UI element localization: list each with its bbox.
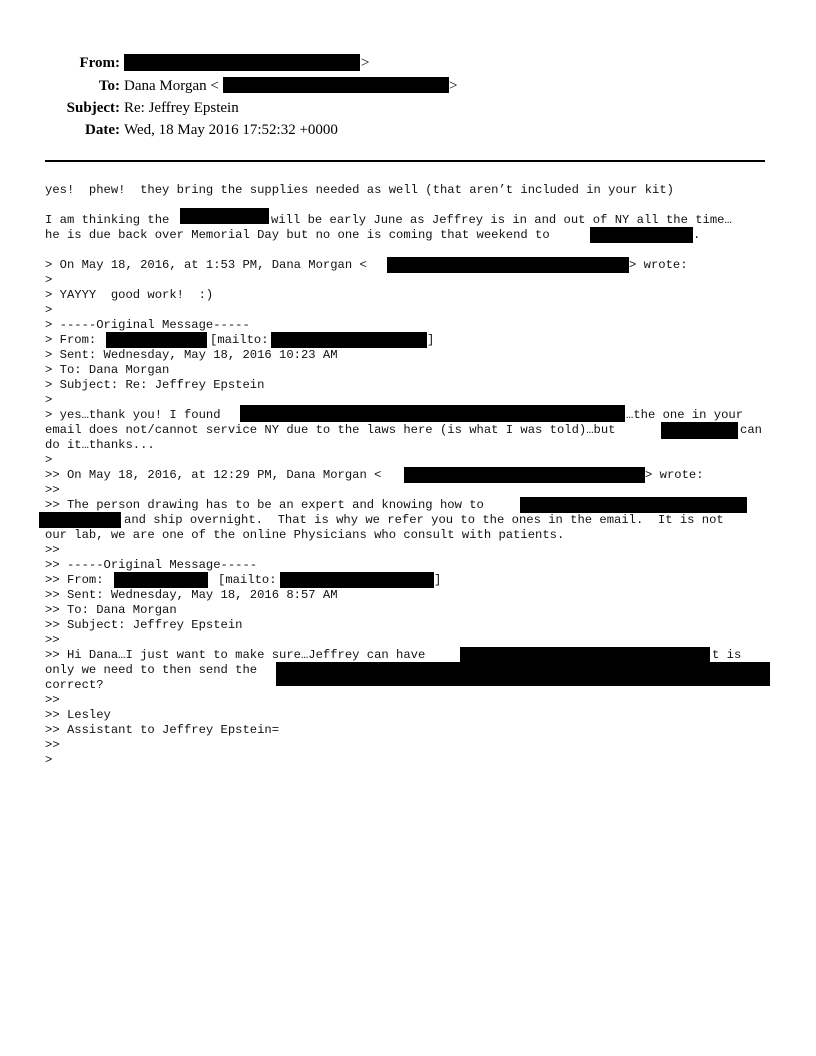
body-line: only we need to then send the	[45, 663, 258, 677]
body-line: >> To: Dana Morgan	[45, 603, 177, 617]
body-line: >	[45, 273, 53, 287]
body-line: >>	[45, 693, 60, 707]
body-line: >> The person drawing has to be an expert and knowing how to	[45, 498, 484, 512]
body-line: t is	[712, 648, 742, 662]
redaction-to-address	[223, 77, 449, 93]
redaction-block	[180, 208, 269, 224]
body-line: >	[45, 393, 53, 407]
subject-value: Re: Jeffrey Epstein	[124, 100, 239, 116]
body-line: > From:	[45, 333, 104, 347]
subject-label: Subject:	[66, 100, 120, 116]
body-line: will be early June as Jeffrey is in and out of NY all the time…	[271, 213, 732, 227]
body-line: and ship overnight. That is why we refer you to the ones in the email. It is not	[124, 513, 724, 527]
redaction-block	[240, 405, 625, 422]
body-line: > -----Original Message-----	[45, 318, 250, 332]
body-line: > To: Dana Morgan	[45, 363, 170, 377]
redaction-block	[39, 512, 121, 528]
redaction-block	[590, 227, 693, 243]
body-line: > wrote:	[645, 468, 704, 482]
body-line: >	[45, 453, 53, 467]
to-value: Dana Morgan <	[124, 78, 219, 94]
body-line: he is due back over Memorial Day but no one is coming that weekend to	[45, 228, 557, 242]
redaction-block	[387, 257, 629, 273]
date-label: Date:	[85, 122, 120, 138]
redaction-block	[520, 497, 747, 513]
body-line: > yes…thank you! I found	[45, 408, 228, 422]
body-line: >> On May 18, 2016, at 12:29 PM, Dana Morgan <	[45, 468, 382, 482]
redaction-block	[460, 647, 710, 663]
from-label: From:	[79, 55, 120, 71]
body-line: >> -----Original Message-----	[45, 558, 258, 572]
from-suffix: >	[361, 55, 370, 71]
body-line: >	[45, 753, 53, 767]
body-line: > YAYYY good work! :)	[45, 288, 214, 302]
body-line: …the one in your	[626, 408, 744, 422]
body-line: ]	[427, 333, 435, 347]
body-line: >> From:	[45, 573, 111, 587]
redaction-block	[661, 422, 738, 439]
date-value: Wed, 18 May 2016 17:52:32 +0000	[124, 122, 338, 138]
redaction-block	[276, 662, 770, 686]
body-line: ]	[434, 573, 442, 587]
body-line: correct?	[45, 678, 104, 692]
body-line: can	[740, 423, 762, 437]
body-line: email does not/cannot service NY due to the laws here (is what I was told)…but	[45, 423, 623, 437]
body-line: >> Lesley	[45, 708, 111, 722]
body-line: >>	[45, 738, 60, 752]
email-header	[0, 0, 816, 150]
body-line: our lab, we are one of the online Physicians who consult with patients.	[45, 528, 565, 542]
body-line: >>	[45, 633, 60, 647]
body-line: yes! phew! they bring the supplies needed as well (that aren’t included in your kit)	[45, 183, 674, 197]
redaction-block	[280, 572, 434, 588]
to-label: To:	[98, 78, 120, 94]
body-line: > Subject: Re: Jeffrey Epstein	[45, 378, 265, 392]
redaction-block	[404, 467, 645, 483]
body-line: .	[693, 228, 701, 242]
body-line: [mailto:	[210, 333, 269, 347]
body-line: do it…thanks...	[45, 438, 155, 452]
header-divider	[45, 160, 765, 162]
body-line: >> Assistant to Jeffrey Epstein=	[45, 723, 280, 737]
redaction-block	[271, 332, 427, 348]
body-line: [mailto:	[218, 573, 277, 587]
body-line: > On May 18, 2016, at 1:53 PM, Dana Morgan <	[45, 258, 367, 272]
body-line: >> Hi Dana…I just want to make sure…Jeffrey can have	[45, 648, 433, 662]
body-line: >	[45, 303, 53, 317]
redaction-block	[106, 332, 207, 348]
body-line: >> Sent: Wednesday, May 18, 2016 8:57 AM	[45, 588, 338, 602]
body-line: >>	[45, 483, 60, 497]
body-line: > wrote:	[629, 258, 688, 272]
redaction-block	[114, 572, 208, 588]
body-line: >>	[45, 543, 60, 557]
body-line: I am thinking the	[45, 213, 177, 227]
to-suffix: >	[449, 78, 458, 94]
redaction-from-address	[124, 54, 360, 71]
body-line: >> Subject: Jeffrey Epstein	[45, 618, 243, 632]
body-line: > Sent: Wednesday, May 18, 2016 10:23 AM	[45, 348, 338, 362]
